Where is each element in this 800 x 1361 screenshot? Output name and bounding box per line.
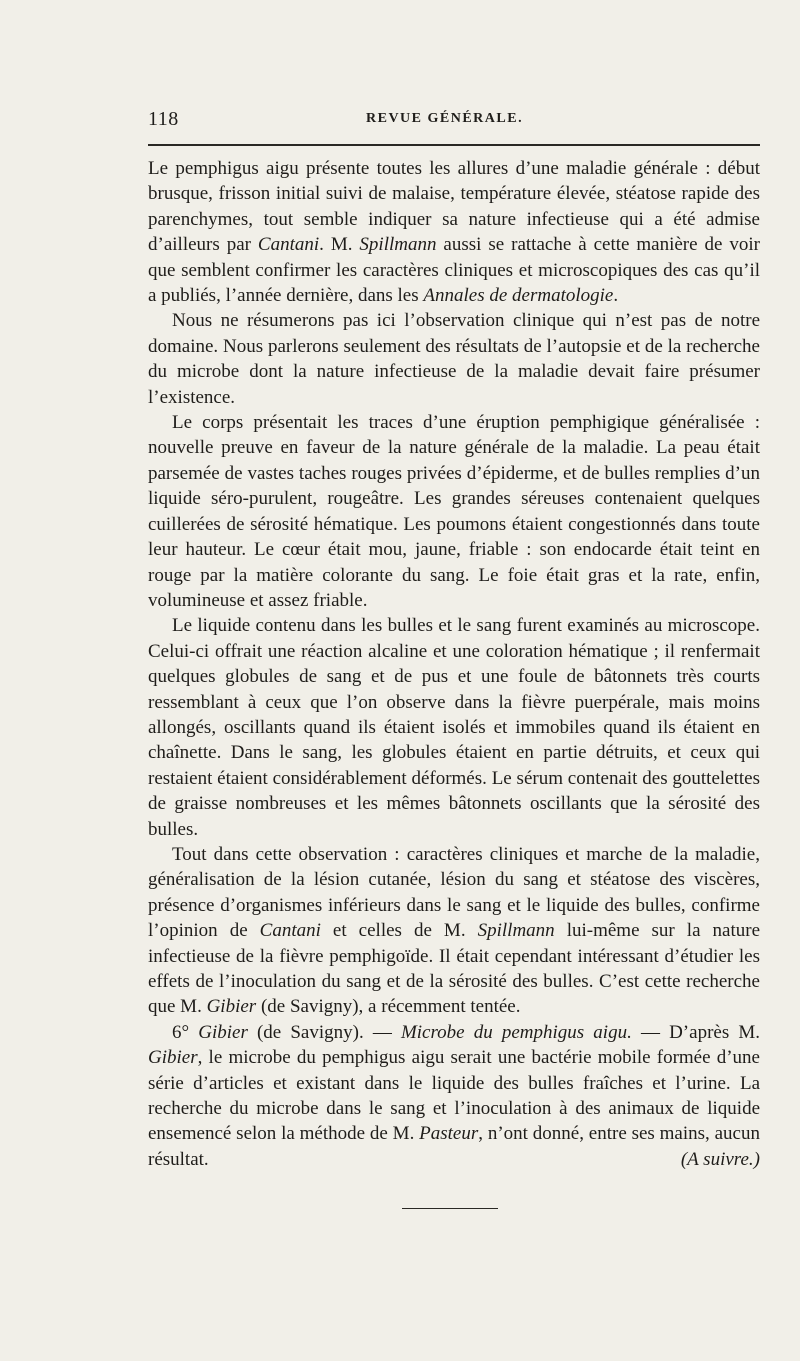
italic-text: Pasteur — [419, 1123, 479, 1145]
text-run: Le pemphigus aigu présente toutes les allures d’une maladie générale : début brusque, frisson initial suivi de malaise, température élevée, stéatose rapide des parenchymes, tout semble indiquer sa nature infectieuse qui a été admise d’ailleurs par — [148, 158, 760, 256]
text-run: , le microbe du pemphigus aigu serait une bactérie mobile formée d’une série d’articles et existant dans le liquide des bulles fraîches et l’urine. La recherche du microbe dans le sang et l’inoculation à des animaux de liquide ensemencé selon la méthode de M. — [148, 1047, 760, 1145]
paragraph — [148, 156, 760, 308]
italic-text: Gibier — [198, 1021, 248, 1043]
text-run: Nous ne résumerons pas ici l’observation clinique qui n’est pas de notre domaine. Nous parlerons seulement des résultats de l’autopsie et de la recherche du microbe dont la nature infectieuse de la maladie devait faire présumer l’existence. — [148, 310, 760, 408]
paragraph — [148, 308, 760, 410]
italic-text: Gibier — [148, 1047, 198, 1069]
closing-rule — [402, 1208, 498, 1209]
italic-text: Spillmann — [477, 920, 555, 942]
text-run: . — [613, 285, 619, 307]
text-run: , n’ont donné, entre ses mains, aucun résultat. — [148, 1123, 760, 1170]
text-run: Tout dans cette observation : caractères cliniques et marche de la maladie, généralisation de la lésion cutanée, lésion du sang et stéatose des viscères, présence d’organismes inférieurs dans le sang et le liquide des bulles, confirme l’opinion de — [148, 843, 760, 942]
text-run: aussi se rattache à cette manière de voir que semblent confirmer les caractères cliniques et microscopiques des cas qu’il a publiés, l’année dernière, dans les — [148, 234, 760, 307]
italic-text: Annales de dermatologie — [423, 285, 614, 307]
italic-text: Spillmann — [359, 234, 437, 256]
paragraph — [148, 410, 760, 613]
paragraph — [148, 842, 760, 1020]
continuation-note: (A suivre.) — [680, 1148, 760, 1170]
page-header — [148, 108, 760, 138]
paragraph — [148, 1020, 760, 1172]
italic-text: Cantani — [259, 920, 321, 942]
text-run: — D’après M. — [631, 1021, 760, 1043]
paragraph — [148, 613, 760, 842]
page-number: 118 — [148, 108, 179, 130]
text-run: Le liquide contenu dans les bulles et le sang furent examinés au microscope. Celui-ci offrait une réaction alcaline et une coloration hématique ; il renfermait quelques globules de sang et de pus et une foule de bâtonnets très courts ressemblant à ceux que l’on observe dans la fièvre puerpérale, mais moins allongés, oscillants quand ils étaient isolés et immobiles quand ils étaient en chaînette. Dans le sang, les globules étaient en partie détruits, et ceux qui restaient étaient considérablement déformés. Le sérum contenait des gouttelettes de graisse nombreuses et les mêmes bâtonnets oscillants que la sérosité des bulles. — [148, 615, 760, 840]
text-run: . M. — [319, 234, 360, 256]
text-run: Le corps présentait les traces d’une éruption pemphigique généralisée : nouvelle preuve en faveur de la nature générale de la maladie. La peau était parsemée de vastes taches rouges privées d’épiderme, et de bulles remplies d’un liquide séro-purulent, rougeâtre. Les grandes séreuses contenaient quelques cuillerées de sérosité hématique. Les poumons étaient congestionnés dans toute leur hauteur. Le cœur était mou, jaune, friable : son endocarde était teint en rouge par la matière colorante du sang. Le foie était gras et la rate, enfin, volumineuse et assez friable. — [148, 412, 760, 611]
text-run: (de Savigny). — — [247, 1021, 401, 1043]
text-run: et celles de M. — [320, 920, 478, 942]
body-text — [148, 156, 760, 1172]
running-title: REVUE GÉNÉRALE. — [366, 111, 524, 126]
header-rule — [148, 144, 760, 146]
italic-text: Microbe du pemphigus aigu. — [400, 1021, 632, 1043]
italic-text: Cantani — [257, 234, 320, 256]
italic-text: Gibier — [206, 996, 257, 1018]
text-run: (de Savigny), a récemment tentée. — [256, 996, 521, 1018]
text-run: 6° — [172, 1021, 199, 1043]
text-run: lui-même sur la nature infectieuse de la fièvre pemphigoïde. Il était cependant intéressant d’étudier les effets de l’inoculation du sang et de la sérosité des bulles. C’est cette recherche que M. — [148, 920, 761, 1018]
